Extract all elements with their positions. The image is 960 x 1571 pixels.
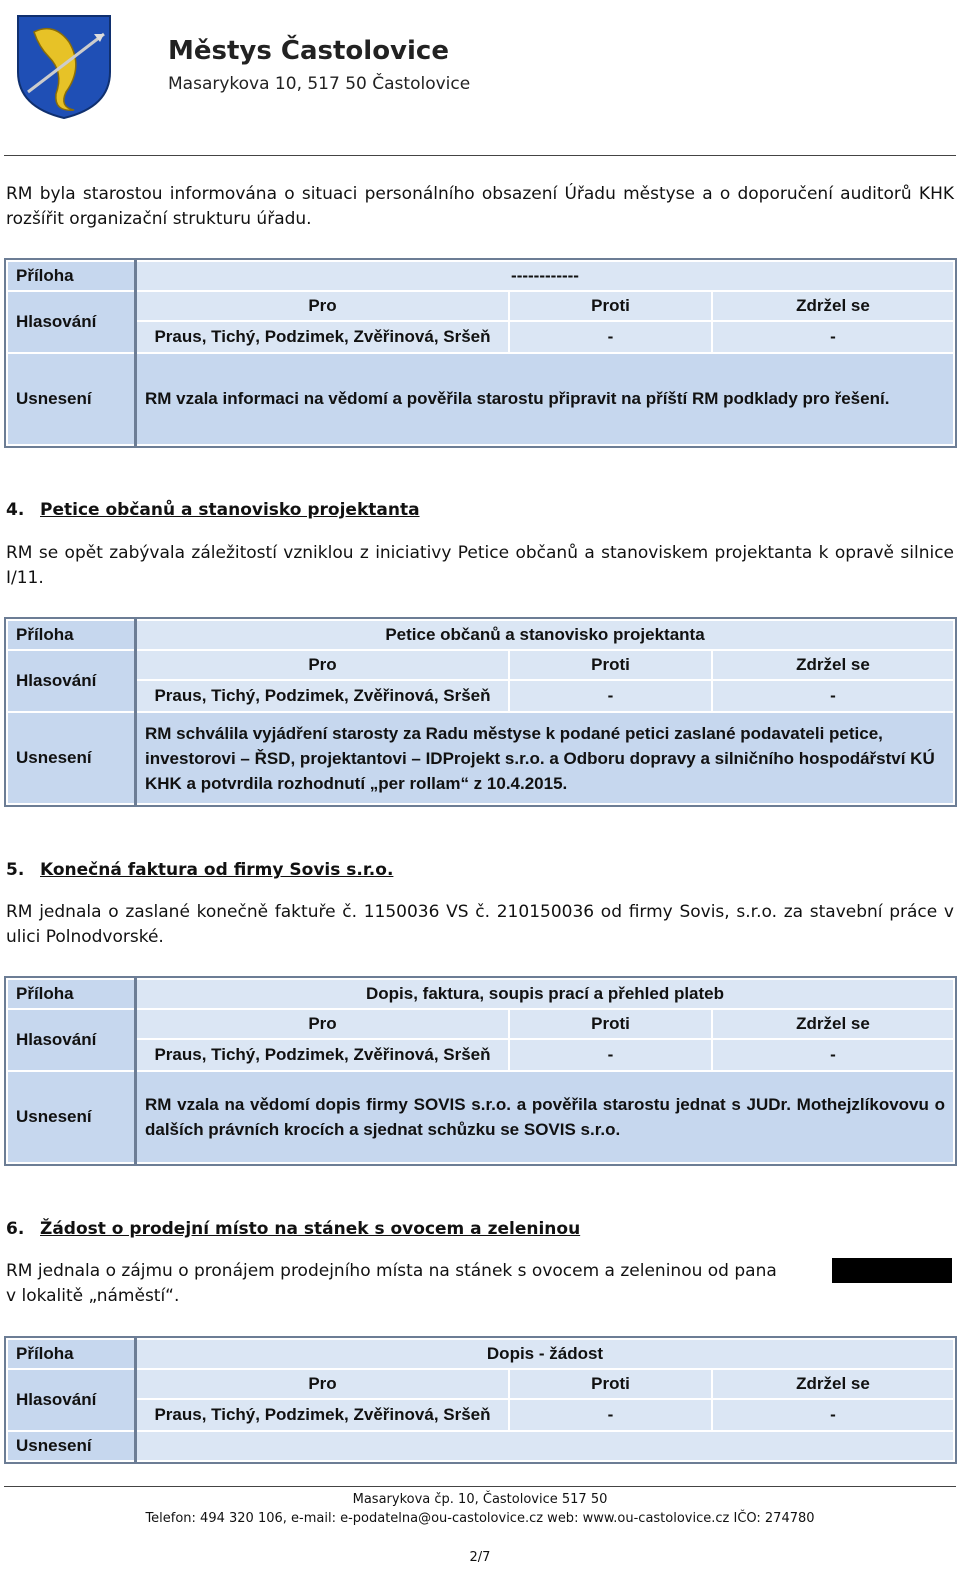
vote-table-5 (6, 978, 955, 1164)
against-value: - (509, 1039, 712, 1071)
resolution-text (136, 1431, 955, 1461)
abstain-value: - (712, 1399, 954, 1431)
against-header: Proti (509, 1009, 712, 1039)
municipality-title: Městys Častolovice (168, 36, 449, 66)
vote-table-6 (6, 1338, 955, 1462)
footer-divider (4, 1486, 956, 1487)
vote-table-4 (6, 619, 955, 805)
abstain-header: Zdržel se (712, 291, 954, 321)
abstain-header: Zdržel se (712, 650, 954, 680)
section-title: Petice občanů a stanovisko projektanta (40, 500, 420, 520)
voting-label: Hlasování (7, 650, 136, 712)
section-6-paragraph-2: v lokalitě „náměstí“. (6, 1286, 180, 1306)
section-4-paragraph: RM se opět zabývala záležitostí vzniklou z iniciativy Petice občanů a stanoviskem projektanta k opravě silnice I/11. (6, 543, 954, 588)
coat-of-arms-logo (14, 12, 114, 120)
section-number: 6. (6, 1219, 25, 1239)
section-number: 5. (6, 860, 25, 880)
header-divider (4, 155, 956, 156)
for-voters: Praus, Tichý, Podzimek, Zvěřinová, Sršeň (136, 1039, 510, 1071)
resolution-label: Usnesení (7, 353, 136, 445)
attachment-value: Dopis, faktura, soupis prací a přehled plateb (136, 979, 955, 1009)
municipality-address: Masarykova 10, 517 50 Častolovice (168, 74, 471, 94)
voting-label: Hlasování (7, 291, 136, 353)
page-number: 2/7 (469, 1550, 491, 1565)
against-header: Proti (509, 650, 712, 680)
footer-contact: Telefon: 494 320 106, e-mail: e-podatelna@ou-castolovice.cz web: www.ou-castolovice.cz IČO: 274780 (145, 1511, 815, 1526)
voting-label: Hlasování (7, 1009, 136, 1071)
attachment-label: Příloha (7, 979, 136, 1009)
for-header: Pro (136, 1009, 510, 1039)
attachment-label: Příloha (7, 1339, 136, 1369)
abstain-value: - (712, 680, 954, 712)
attachment-label: Příloha (7, 261, 136, 291)
for-header: Pro (136, 650, 510, 680)
for-header: Pro (136, 1369, 510, 1399)
against-value: - (509, 1399, 712, 1431)
attachment-label: Příloha (7, 620, 136, 650)
for-voters: Praus, Tichý, Podzimek, Zvěřinová, Sršeň (136, 680, 510, 712)
attachment-value: ------------ (136, 261, 955, 291)
redaction-block (832, 1258, 952, 1283)
resolution-label: Usnesení (7, 1431, 136, 1461)
section-heading-4 (6, 500, 420, 520)
for-voters: Praus, Tichý, Podzimek, Zvěřinová, Sršeň (136, 1399, 510, 1431)
resolution-label: Usnesení (7, 712, 136, 804)
section-title: Konečná faktura od firmy Sovis s.r.o. (40, 860, 394, 880)
abstain-header: Zdržel se (712, 1369, 954, 1399)
intro-paragraph: RM byla starostou informována o situaci personálního obsazení Úřadu městyse a o doporučení auditorů KHK rozšířit organizační strukturu úřadu. (6, 184, 954, 229)
section-5-paragraph: RM jednala o zaslané konečně faktuře č. 1150036 VS č. 210150036 od firmy Sovis, s.r.o. za stavební práce v ulici Polnodvorské. (6, 902, 954, 947)
abstain-header: Zdržel se (712, 1009, 954, 1039)
section-6-paragraph: RM jednala o zájmu o pronájem prodejního místa na stánek s ovocem a zeleninou od pana (6, 1261, 777, 1281)
abstain-value: - (712, 1039, 954, 1071)
section-number: 4. (6, 500, 25, 520)
resolution-text: RM vzala na vědomí dopis firmy SOVIS s.r.o. a pověřila starostu jednat s JUDr. Mothejzlíkovovu o dalších právních krocích a sjednat schůzku se SOVIS s.r.o. (136, 1071, 955, 1163)
section-title: Žádost o prodejní místo na stánek s ovocem a zeleninou (40, 1219, 581, 1239)
resolution-text: RM schválila vyjádření starosty za Radu městyse k podané petici zaslané podavateli petice, investorovi – ŘSD, projektantovi – IDProjekt s.r.o. a Odboru dopravy a silničního hospodářství KÚ KHK a potvrdila rozhodnutí „per rollam“ z 10.4.2015. (136, 712, 955, 804)
vote-table-1 (6, 260, 955, 446)
voting-label: Hlasování (7, 1369, 136, 1431)
resolution-label: Usnesení (7, 1071, 136, 1163)
attachment-value: Petice občanů a stanovisko projektanta (136, 620, 955, 650)
footer-address: Masarykova čp. 10, Častolovice 517 50 (352, 1492, 608, 1507)
section-heading-5 (6, 860, 393, 880)
against-header: Proti (509, 291, 712, 321)
for-voters: Praus, Tichý, Podzimek, Zvěřinová, Sršeň (136, 321, 510, 353)
against-value: - (509, 321, 712, 353)
for-header: Pro (136, 291, 510, 321)
section-heading-6 (6, 1219, 580, 1239)
resolution-text: RM vzala informaci na vědomí a pověřila starostu připravit na příští RM podklady pro řešení. (136, 353, 955, 445)
abstain-value: - (712, 321, 954, 353)
attachment-value: Dopis - žádost (136, 1339, 955, 1369)
against-value: - (509, 680, 712, 712)
against-header: Proti (509, 1369, 712, 1399)
